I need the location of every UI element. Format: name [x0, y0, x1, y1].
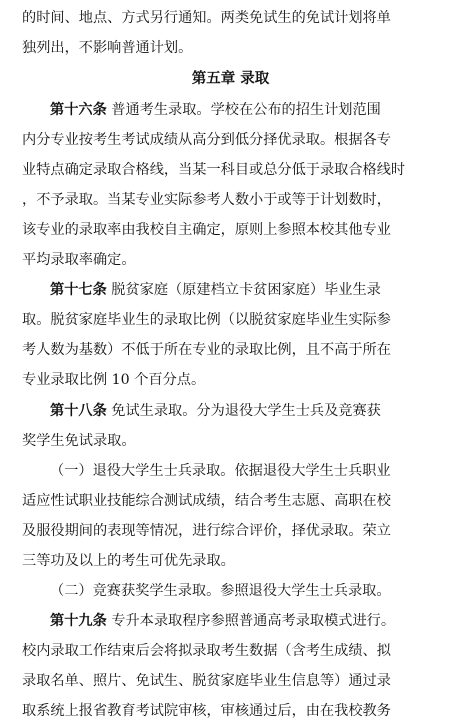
- text-line: 取。脱贫家庭毕业生的录取比例（以脱贫家庭毕业生实际参: [22, 312, 391, 328]
- text-line: 平均录取率确定。: [22, 252, 136, 268]
- text-line: 的时间、地点、方式另行通知。两类免试生的免试计划将单: [22, 10, 391, 26]
- article-number: 第十七条: [50, 282, 107, 298]
- article-number: 第十九条: [50, 613, 107, 629]
- article-19-line: [22, 606, 439, 636]
- text-line: 三等功及以上的考生可优先录取。: [22, 553, 235, 569]
- text-line: 校内录取工作结束后会将拟录取考生数据（含考生成绩、拟: [22, 643, 391, 659]
- article-text: 脱贫家庭（原建档立卡贫困家庭）毕业生录: [106, 282, 381, 298]
- text-line: （二）竞赛获奖学生录取。参照退役大学生士兵录取。: [50, 583, 391, 599]
- article-number: 第十八条: [50, 403, 107, 419]
- article-text: 免试生录取。分为退役大学生士兵及竞赛获: [106, 403, 381, 419]
- text-line: 录取名单、照片、免试生、脱贫家庭毕业生信息等）通过录: [22, 673, 391, 689]
- article-text: 普通考生录取。学校在公布的招生计划范围: [106, 102, 381, 118]
- article-18-line: [22, 396, 439, 426]
- text-line: ，不予录取。当某专业实际参考人数小于或等于计划数时，: [22, 192, 391, 208]
- text-line: 专业录取比例 10 个百分点。: [22, 372, 206, 388]
- text-line: 奖学生免试录取。: [22, 433, 136, 449]
- text-line: 内分专业按考生考试成绩从高分到低分择优录取。根据各专: [22, 132, 391, 148]
- text-line: 取系统上报省教育考试院审核，审核通过后，由在我校教务: [22, 703, 391, 719]
- article-number: 第十六条: [50, 102, 107, 118]
- article-text: 专升本录取程序参照普通高考录取模式进行。: [106, 613, 396, 629]
- article-17-line: [22, 275, 439, 305]
- article-16-line: [22, 95, 439, 125]
- text-line: （一）退役大学生士兵录取。依据退役大学生士兵职业: [50, 463, 391, 479]
- text-line: 适应性试职业技能综合测试成绩，结合考生志愿、高职在校: [22, 493, 391, 509]
- text-line: 业特点确定录取合格线，当某一科目或总分低于录取合格线时: [22, 162, 406, 178]
- text-line: 独列出，不影响普通计划。: [22, 40, 193, 56]
- text-line: 该专业的录取率由我校自主确定，原则上参照本校其他专业: [22, 222, 391, 238]
- text-line: 及服役期间的表现等情况，进行综合评价，择优录取。荣立: [22, 523, 391, 539]
- text-line: 考人数为基数）不低于所在专业的录取比例，且不高于所在: [22, 342, 391, 358]
- chapter-heading: 第五章 录取: [191, 71, 270, 87]
